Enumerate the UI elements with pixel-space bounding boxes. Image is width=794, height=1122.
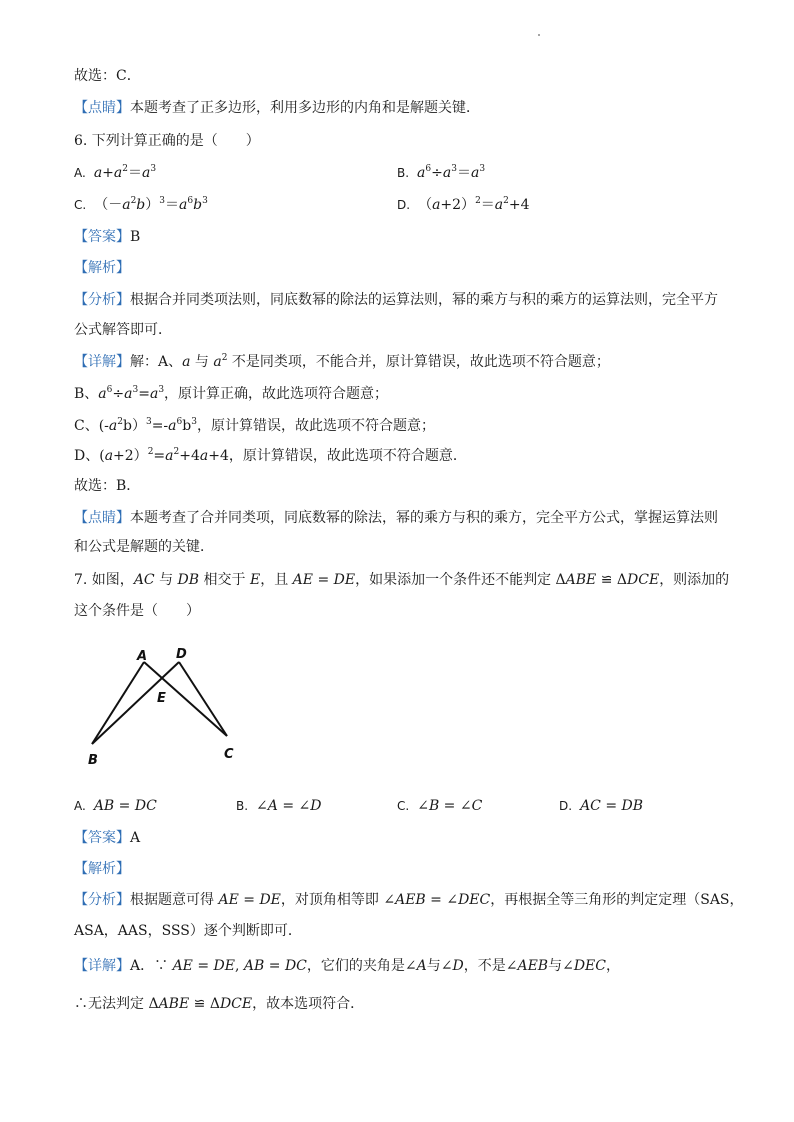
detail-line: B、$a^6\div a^3=a^3$，原计算正确，故此选项符合题意；: [74, 385, 389, 402]
page-mark: [538, 34, 540, 36]
detail-line: 【详解】解：A、a 与 $a^2$ 不是同类项，不能合并，原计算错误，故此选项不符合题意；: [74, 353, 610, 370]
detail-line: 【详解】A．∵ AE = DE, AB = DC，它们的夹角是∠A与∠D，不是∠AEB与∠DEC，: [74, 958, 620, 974]
q7-option-a: A. AB = DC: [74, 798, 157, 814]
q6-option-d: D. $(a+2)^2=a^2+4$: [397, 196, 530, 213]
text-line: 故选：B．: [74, 478, 141, 494]
detail-line: D、$(a+2)^2=a^2+4a+4$，原计算错误，故此选项不符合题意．: [74, 447, 467, 464]
detail-line: C、$(-a^2b)^3=-a^6b^3$，原计算错误，故此选项不符合题意；: [74, 417, 435, 434]
comment-line: 和公式是解题的关键．: [74, 539, 214, 555]
label-d: D: [176, 647, 187, 662]
question-6: 6. 下列计算正确的是（ ）: [74, 133, 260, 149]
answer-line: 【答案】B: [74, 229, 141, 245]
question-7: 7. 如图，AC 与 DB 相交于 E，且 AE = DE，如果添加一个条件还不能判定 ΔABE ≌ ΔDCE，则添加的: [74, 572, 730, 588]
q7-option-d: D. AC = DB: [559, 798, 644, 814]
text-line: 【点睛】本题考查了正多边形，利用多边形的内角和是解题关键．: [74, 100, 480, 116]
geometry-figure: [80, 640, 250, 775]
question-7: 这个条件是（ ）: [74, 603, 200, 619]
analysis-tag: 【解析】: [74, 260, 130, 276]
q6-option-a: A. $a+a^2=a^3$: [74, 164, 157, 181]
comment-line: 【点睛】本题考查了合并同类项，同底数幂的除法，幂的乘方与积的乘方，完全平方公式，掌握运算法则: [74, 510, 718, 526]
analysis-line: ASA，AAS，SSS）逐个判断即可．: [74, 923, 302, 939]
analysis-line: 公式解答即可．: [74, 322, 172, 338]
q7-option-c: C. ∠B = ∠C: [397, 798, 483, 814]
answer-line: 【答案】A: [74, 830, 141, 846]
analysis-line: 【分析】根据合并同类项法则，同底数幂的除法的运算法则，幂的乘方与积的乘方的运算法则，完全平方: [74, 292, 718, 308]
q7-option-b: B. ∠A = ∠D: [236, 798, 322, 814]
label-a: A: [137, 649, 148, 664]
text-line: 故选：C．: [74, 68, 141, 84]
q6-option-c: C. $(-a^2b)^3=a^6b^3$: [74, 196, 208, 213]
detail-line: ∴无法判定 ΔABE ≌ ΔDCE，故本选项符合．: [74, 996, 365, 1012]
label-e: E: [157, 691, 166, 706]
label-b: B: [88, 753, 98, 768]
analysis-line: 【分析】根据题意可得 AE = DE，对顶角相等即 ∠AEB = ∠DEC，再根据全等三角形的判定定理（SAS，: [74, 892, 744, 908]
q6-option-b: B. $a^6\div a^3=a^3$: [397, 164, 486, 181]
analysis-tag: 【解析】: [74, 861, 130, 877]
label-c: C: [224, 747, 234, 762]
